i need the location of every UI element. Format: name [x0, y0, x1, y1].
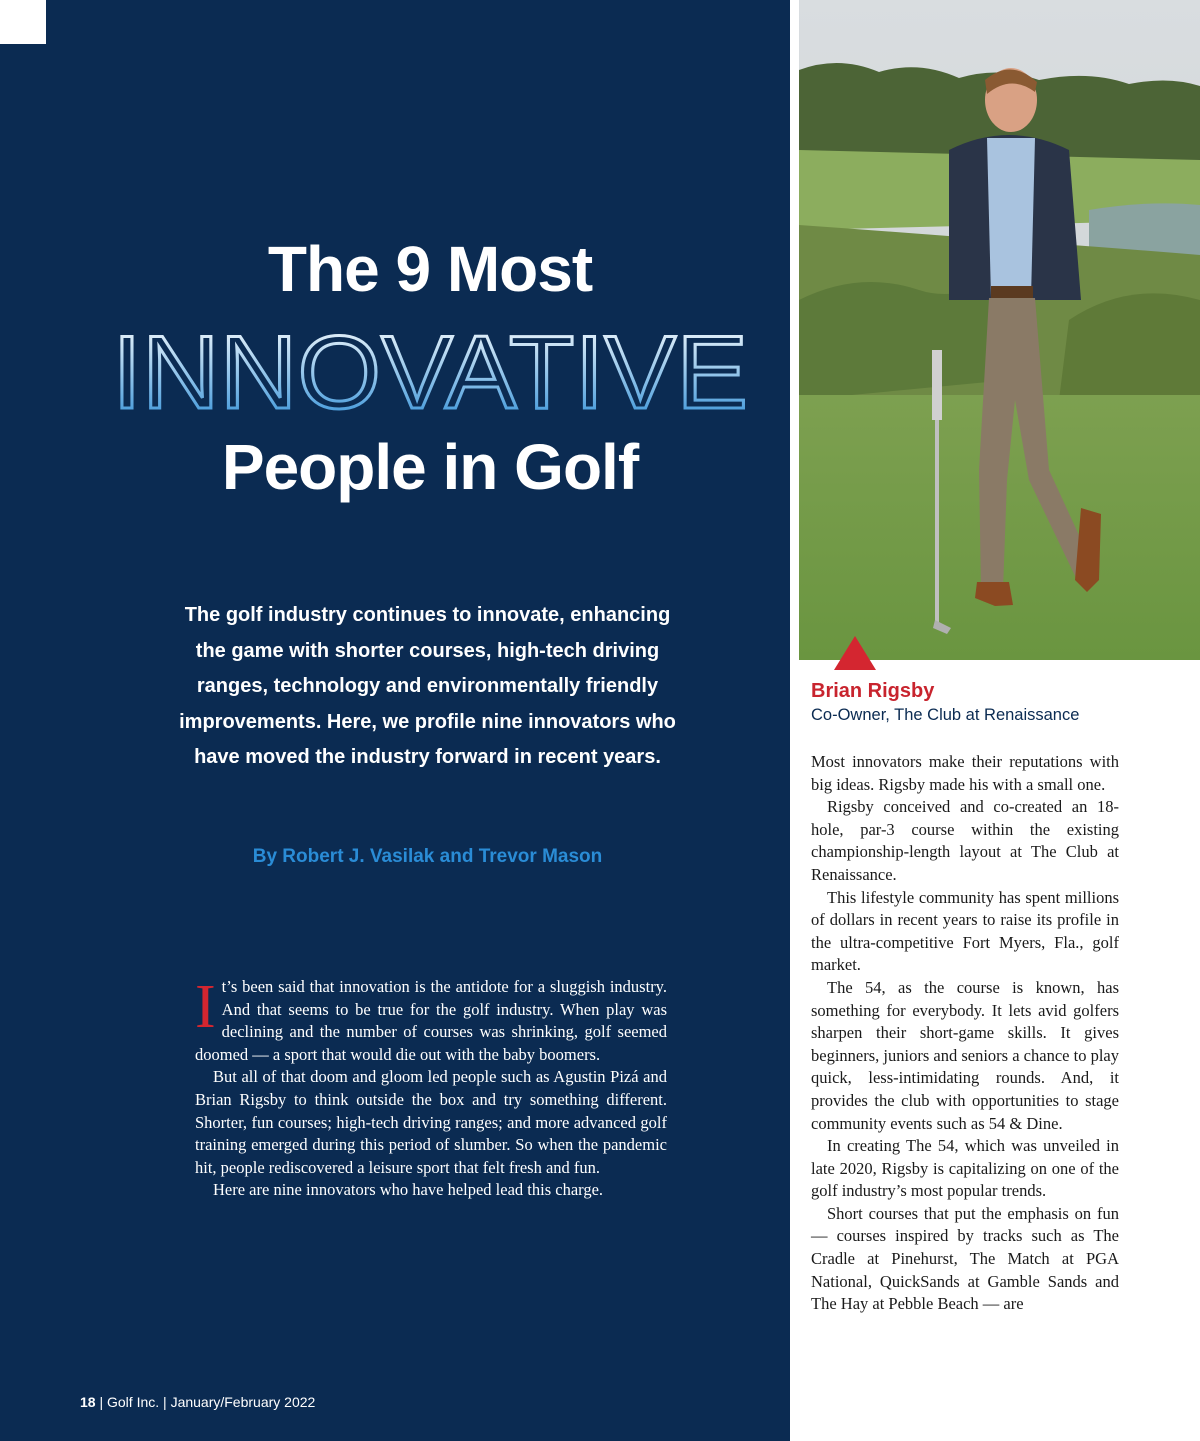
headline-line-2: INNOVATIVE: [112, 318, 748, 430]
headline-line-1: The 9 Most: [267, 233, 593, 305]
caption-name: Brian Rigsby: [811, 680, 935, 702]
headline-outline-word: [90, 318, 770, 430]
portrait-photo: [799, 0, 1200, 660]
corner-tab-marker: [0, 0, 46, 44]
body-paragraph-5: In creating The 54, which was unveiled in late 2020, Rigsby is capitalizing on one of the golf industry’s most popular trends.: [811, 1136, 1119, 1201]
intro-paragraph-1-text: t’s been said that innovation is the antidote for a sluggish industry. And that seems to be true for the golf industry. When play was declining and the number of courses was shrinking, golf seemed doomed — a sport that would die out with the baby boomers.: [195, 977, 667, 1064]
body-paragraph-1: Most innovators make their reputations with big ideas. Rigsby made his with a small one.: [811, 752, 1119, 794]
issue-date: January/February 2022: [170, 1394, 316, 1410]
photo-pointer-triangle: [834, 636, 876, 670]
headline-line-3: People in Golf: [221, 431, 639, 503]
body-paragraph-2: Rigsby conceived and co-created an 18-hole, par-3 course within the existing championship-length layout at The Club at Renaissance.: [811, 797, 1119, 884]
byline: By Robert J. Vasilak and Trevor Mason: [252, 846, 603, 867]
publication-name: Golf Inc.: [107, 1394, 160, 1410]
body-paragraph-3: This lifestyle community has spent millions of dollars in recent years to raise its profile in the ultra-competitive Fort Myers, Fla., golf market.: [811, 887, 1119, 975]
page-number: 18: [80, 1394, 96, 1410]
intro-text: [195, 973, 667, 1202]
body-paragraph-6: Short courses that put the emphasis on fun — courses inspired by tracks such as The Cradle at Pinehurst, The Match at PGA National, QuickSands at Gamble Sands and The Hay at Pebble Beach — are: [811, 1203, 1119, 1314]
body-paragraph-4: The 54, as the course is known, has something for everybody. It lets avid golfers sharpen their short-game skills. It gives beginners, juniors and seniors a chance to play quick, less-intimidating rounds. And, it provides the club with opportunities to stage community events such as 54 & Dine.: [811, 977, 1119, 1133]
intro-paragraph-2: But all of that doom and gloom led people such as Agustin Pizá and Brian Rigsby to think outside the box and try something different. Shorter, fun courses; high-tech driving ranges; and more advanced golf training emerged during this period of slumber. So when the pandemic hit, people rediscovered a leisure sport that felt fresh and fun.: [195, 1067, 667, 1177]
caption-title: Co-Owner, The Club at Renaissance: [811, 706, 1080, 724]
intro-paragraph-1: [195, 973, 667, 1066]
page-footer: 18 | Golf Inc. | January/February 2022: [80, 1394, 316, 1410]
intro-paragraph-3: Here are nine innovators who have helped lead this charge.: [213, 1180, 604, 1200]
deck-text: The golf industry continues to innovate, enhancing the game with shorter courses, high-tech driving ranges, technology and environmentally friendly improvements. Here, we profile nine innovators who have moved the industry forward in recent years.: [179, 604, 676, 768]
body-column: [811, 751, 1119, 1316]
drop-cap: I: [195, 973, 216, 1041]
